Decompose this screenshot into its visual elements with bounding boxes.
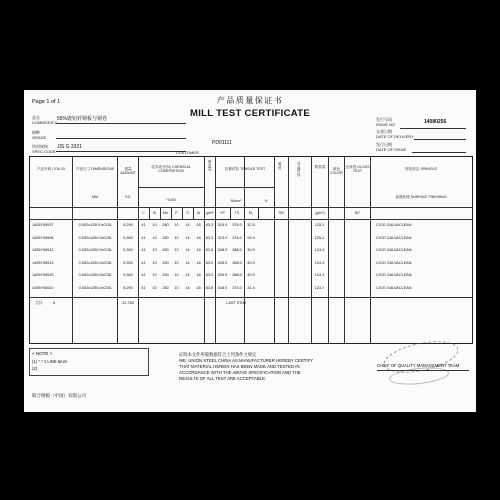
certification-line-2: THAT MATERIAL HEREIN HAS BEEN MADE AND TESTED IN — [179, 364, 300, 369]
commodity-value: 55%镀铝锌钢板与钢卷 — [57, 116, 108, 122]
test-results-table — [29, 156, 473, 344]
cell-surface: C/OG GALVACLEAN — [376, 248, 412, 252]
cell-ts: 388.0 — [232, 273, 242, 277]
cell-dim: 0.502x1250.0xCOIL — [78, 223, 113, 227]
cell-el: 30.9 — [247, 248, 255, 252]
title-chinese: 产品质量保证书 — [216, 96, 284, 105]
customer-label: CUSTOMER — [176, 150, 199, 155]
cell-p: 10 — [174, 235, 179, 240]
chief-signature-label: CHIEF OF QUALITY MANAGEMENT TEAM — [377, 363, 460, 368]
cell-si: 10 — [152, 285, 157, 290]
issue-no-label-cn: 发行号码 — [376, 117, 392, 122]
cell-si: 10 — [152, 235, 157, 240]
chem-col-mn: Mn — [163, 211, 168, 215]
cell-s: 14 — [185, 248, 190, 252]
header-weight: 附着量 — [314, 165, 326, 169]
header-spangle: 锌花形态 SPANGLE — [404, 167, 438, 171]
spec-value: JIS G 3321 — [57, 144, 83, 150]
certificate-sheet — [24, 90, 476, 412]
issue-no-label: ISSUE NO — [376, 122, 396, 127]
cell-al: 18 — [196, 285, 201, 290]
tensile-col-yp: YP — [220, 211, 225, 215]
header-gloss: 光泽度 GLOSS TEST — [345, 165, 370, 174]
cell-p: 10 — [174, 285, 179, 290]
cell-coat: 63.8 — [205, 285, 214, 290]
cell-s: 14 — [185, 223, 190, 227]
cell-mn: 250 — [162, 273, 169, 277]
cell-weight: 124.4 — [314, 248, 325, 252]
issue-date-label: DATE OF ISSUE — [376, 147, 407, 152]
chem-col-si: Si — [152, 211, 157, 215]
cell-mn: 250 — [162, 285, 169, 290]
cell-p: 10 — [174, 223, 179, 227]
cell-surface: C/OG GALVACLEAN — [376, 235, 412, 240]
cell-al: 18 — [196, 260, 201, 265]
cell-amount: 5,360 — [123, 273, 133, 277]
cell-mn: 280 — [162, 223, 169, 227]
header-coil-id: 产品号码 COIL ID — [36, 167, 66, 171]
delivery-label: DATE OF DELIVERY — [376, 134, 414, 139]
cell-amount: 5,360 — [123, 235, 133, 240]
cell-coil: 1405Y06513 — [32, 260, 54, 265]
header-gloss-unit: 60° — [354, 211, 361, 215]
cell-el: 29.9 — [247, 235, 255, 240]
cell-al: 18 — [196, 248, 201, 252]
cell-coat: 62.8 — [205, 248, 214, 252]
cell-surface: C/OG GALVACLEAN — [376, 273, 412, 277]
tensile-col-el: EL — [248, 211, 254, 215]
cell-si: 10 — [152, 248, 157, 252]
cell-yp: 328.0 — [217, 248, 228, 252]
cell-dim: 0.502x1250.0xCOIL — [78, 260, 113, 265]
cell-el: 30.9 — [247, 273, 255, 277]
cell-dim: 0.502x1250.0xCOIL — [78, 235, 113, 240]
cell-coat: 63.0 — [205, 260, 214, 265]
header-weight-unit: (g/m²) — [315, 211, 325, 215]
header-amount: 重量 AMOUNT — [120, 167, 136, 176]
chem-col-al: Al — [196, 211, 201, 215]
header-tensile: 拉伸试验 TENSILE TEST — [224, 167, 266, 171]
cell-si: 10 — [152, 260, 157, 265]
header-chemical-unit: *1000 — [166, 198, 176, 202]
header-chemical: 化学成分(%) CHEMICAL COMPOSITION — [151, 165, 191, 174]
cell-al: 18 — [196, 273, 201, 277]
header-tensile-pct: % — [264, 199, 268, 203]
chem-col-p: P — [175, 211, 178, 215]
cell-al: 18 — [196, 223, 201, 227]
note-box — [29, 348, 149, 376]
cell-weight: 124.4 — [314, 273, 325, 277]
cell-p: 10 — [174, 273, 179, 277]
cell-yp: 313.0 — [217, 235, 228, 240]
cell-el: 30.9 — [247, 260, 255, 265]
cell-amount: 5,350 — [123, 260, 133, 265]
page-title: MILL TEST CERTIFICATE — [190, 108, 310, 119]
cell-coil: 1405Y06512 — [32, 248, 54, 252]
header-tensile-unit: N/mm² — [230, 199, 242, 203]
total-label: 合计 — [35, 301, 43, 305]
cell-coat: 63.0 — [205, 273, 214, 277]
cell-c: 41 — [141, 285, 146, 290]
cell-weight: 123.7 — [314, 285, 325, 290]
cell-s: 14 — [185, 285, 190, 290]
cell-p: 10 — [174, 260, 179, 265]
cell-al: 18 — [196, 235, 201, 240]
header-coating: 镀层量 — [208, 160, 212, 172]
cell-si: 10 — [152, 223, 157, 227]
chem-col-s: S — [186, 211, 189, 215]
cell-ts: 376.0 — [232, 223, 242, 227]
customer-value: PD01111 — [212, 140, 232, 146]
cell-s: 14 — [185, 260, 190, 265]
cell-surface: C/OG GALVACLEAN — [376, 223, 412, 227]
page-number: Page 1 of 1 — [32, 99, 61, 105]
cell-p: 10 — [174, 248, 179, 252]
cell-yp: 318.0 — [217, 285, 228, 290]
delivery-label-cn: 交货日期 — [376, 129, 392, 134]
cell-coil: 1405Y06506 — [32, 235, 54, 240]
header-color: 颜色 COLOR — [330, 167, 343, 176]
last-item-marker: LAST ITEM — [226, 301, 246, 305]
header-amount-unit: KG — [125, 195, 131, 199]
cell-dim: 0.502x1250.0xCOIL — [78, 285, 113, 290]
cell-c: 41 — [141, 260, 146, 265]
company-name: 联合钢板（中国）有限公司 — [32, 393, 86, 398]
cell-amount: 5,290 — [123, 285, 133, 290]
header-dimensions: 产品尺寸 DIMENSIONS — [75, 167, 115, 171]
issue-no-value: 14080256 — [424, 119, 447, 125]
header-coating-unit: g/m² — [206, 211, 214, 215]
cell-weight: 124.4 — [314, 260, 325, 265]
certification-cn: 证明本文件所载数据符合上列条件之规定 — [179, 352, 257, 357]
cell-yp: 315.0 — [217, 223, 228, 227]
cell-dim: 0.502x1250.0xCOIL — [78, 248, 113, 252]
cell-mn: 280 — [162, 248, 169, 252]
cell-el: 32.5 — [247, 223, 255, 227]
header-hardness-unit: TIB — [278, 211, 284, 215]
header-dimensions-unit: MM — [92, 195, 98, 199]
note-line-1: (1) * * 1 LINE 6mm — [32, 359, 68, 364]
cell-si: 10 — [152, 273, 157, 277]
cell-coil: 1405Y06510 — [32, 285, 54, 290]
cell-ts: 375.0 — [232, 285, 242, 290]
cell-ts: 388.0 — [232, 248, 242, 252]
grade-label: GRADE — [32, 135, 47, 140]
header-surface: 表面处理 SURFACE FINISHING — [395, 195, 447, 199]
cell-yp: 326.9 — [217, 273, 228, 277]
issue-date-label-cn: 发行日期 — [376, 142, 392, 147]
total-amount: 31,760 — [122, 301, 134, 305]
certification-line-4: RESULTS OF ALL TEST ARE ACCEPTABLE. — [179, 376, 267, 381]
cell-amount: 5,350 — [123, 248, 133, 252]
cell-mn: 250 — [162, 260, 169, 265]
cell-weight: 125.2 — [314, 235, 325, 240]
cell-coat: 63.3 — [205, 235, 214, 240]
cell-coil: 1405Y06537 — [32, 223, 54, 227]
cell-surface: C/OG GALVACLEAN — [376, 285, 412, 290]
cell-surface: C/OG GALVACLEAN — [376, 260, 412, 265]
spec-label: SPEC CODE — [32, 149, 56, 154]
header-hardness: 硬度 — [278, 162, 282, 170]
tensile-col-ts: TS — [234, 211, 240, 215]
cell-dim: 0.502x1250.0xCOIL — [78, 273, 113, 277]
note-title: < NOTE > — [32, 351, 53, 356]
commodity-label: COMMODITY — [32, 120, 57, 125]
cell-weight: 125.2 — [314, 223, 325, 227]
cell-s: 14 — [185, 235, 190, 240]
total-count: 6 — [52, 301, 56, 305]
certification-line-3: ACCORDANCE WITH THE ABOVE SPECIFICATION AND THE — [179, 370, 301, 375]
cell-amount: 5,290 — [123, 223, 133, 227]
header-bend: 弯曲试验 — [297, 162, 301, 177]
cell-coil: 1405Y06515 — [32, 273, 54, 277]
certification-line-1: WE, UNION STEEL CHINA AS MANUFACTURER HEREBY CERTIFY — [179, 358, 314, 363]
cell-c: 41 — [141, 235, 146, 240]
cell-c: 41 — [141, 273, 146, 277]
grade-label-cn: 钢种 — [32, 130, 40, 135]
commodity-label-cn: 品名 — [32, 115, 40, 120]
cell-ts: 388.0 — [232, 260, 242, 265]
cell-yp: 328.0 — [217, 260, 228, 265]
cell-s: 14 — [185, 273, 190, 277]
note-line-2: (2) — [32, 366, 38, 371]
cell-el: 31.4 — [247, 285, 255, 290]
cell-mn: 280 — [162, 235, 169, 240]
cell-ts: 376.0 — [232, 235, 242, 240]
cell-coat: 63.3 — [205, 223, 214, 227]
cell-c: 41 — [141, 223, 146, 227]
chem-col-c: C — [142, 211, 145, 215]
spec-label-cn: 所用规格 — [32, 144, 48, 149]
cell-c: 41 — [141, 248, 146, 252]
